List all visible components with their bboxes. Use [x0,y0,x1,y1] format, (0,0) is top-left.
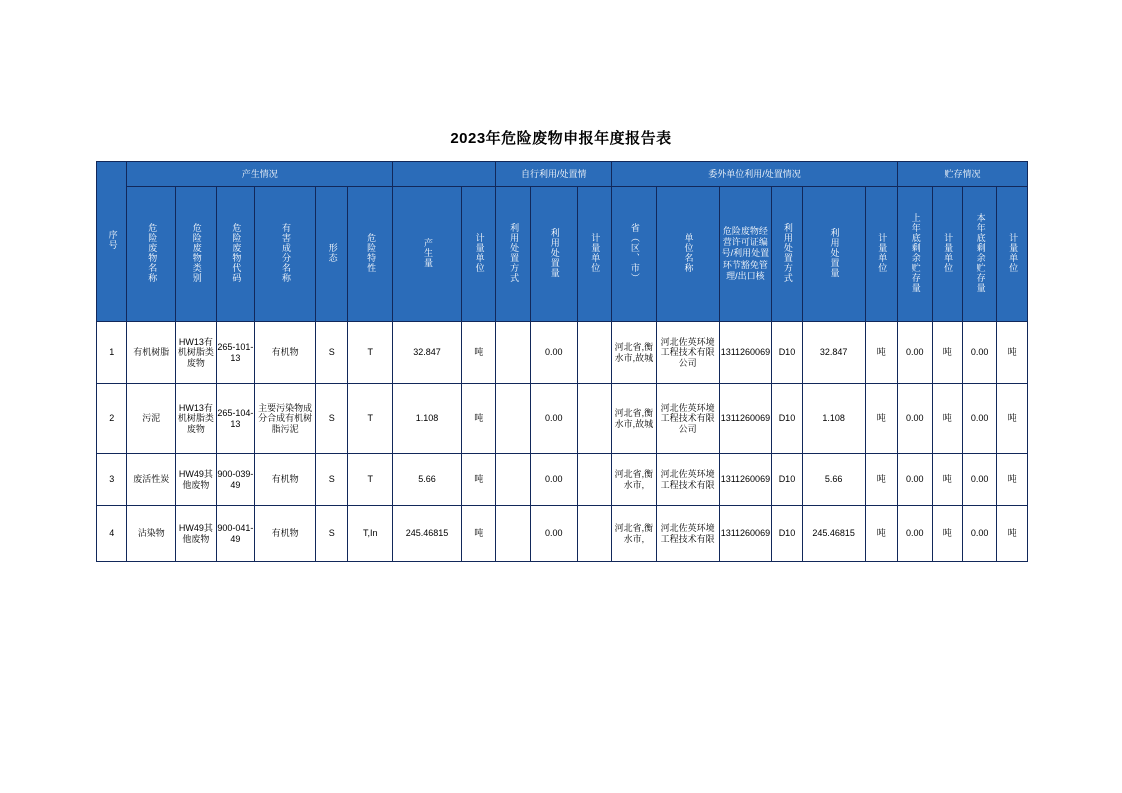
cell-unit-5: 吨 [997,322,1028,384]
cell-external-method: D10 [772,322,802,384]
col-header-waste-name: 危险废物名称 [127,187,176,322]
cell-waste-category: HW13有机树脂类废物 [176,322,217,384]
cell-company: 河北佐英环境工程技术有限公司 [656,384,719,454]
cell-generation-amount: 5.66 [393,454,462,506]
cell-waste-category: HW49其他废物 [176,454,217,506]
cell-generation-amount: 1.108 [393,384,462,454]
report-table-container [96,161,1028,562]
cell-unit-5: 吨 [997,454,1028,506]
cell-unit-1: 吨 [461,384,495,454]
cell-permit-no: 1311260069 [719,506,772,562]
cell-province: 河北省,衡水市, [612,454,657,506]
cell-seq: 4 [97,506,127,562]
col-header-unit-3: 计量单位 [865,187,898,322]
table-header [97,162,1028,322]
page-title: 2023年危险废物申报年度报告表 [450,130,672,147]
cell-form: S [315,454,347,506]
col-header-unit-5: 计量单位 [997,187,1028,322]
group-header-external-disposal: 委外单位利用/处置情况 [612,162,898,187]
cell-unit-2 [577,322,612,384]
col-header-waste-code: 危险废物代码 [216,187,255,322]
cell-seq: 2 [97,384,127,454]
table-group-header-row [97,162,1028,187]
cell-unit-4: 吨 [932,384,962,454]
col-header-form: 形态 [315,187,347,322]
cell-self-amount: 0.00 [530,384,577,454]
cell-unit-4: 吨 [932,454,962,506]
table-row [97,506,1028,562]
cell-waste-code: 900-041-49 [216,506,255,562]
cell-seq: 1 [97,322,127,384]
cell-waste-name: 沾染物 [127,506,176,562]
col-header-unit-1: 计量单位 [461,187,495,322]
cell-waste-code: 265-104-13 [216,384,255,454]
cell-unit-4: 吨 [932,506,962,562]
cell-unit-5: 吨 [997,384,1028,454]
cell-external-method: D10 [772,506,802,562]
cell-unit-2 [577,454,612,506]
group-header-storage: 贮存情况 [898,162,1028,187]
cell-company: 河北佐英环境工程技术有限公司 [656,322,719,384]
cell-harmful-component: 有机物 [255,506,316,562]
cell-province: 河北省,衡水市, [612,506,657,562]
cell-hazard-property: T [348,384,393,454]
cell-unit-1: 吨 [461,322,495,384]
cell-last-year-storage: 0.00 [898,384,932,454]
table-row [97,384,1028,454]
table-body [97,322,1028,562]
cell-self-amount: 0.00 [530,322,577,384]
group-header-generation-amount-spacer [393,162,496,187]
cell-unit-5: 吨 [997,506,1028,562]
col-header-external-method: 利用处置方式 [772,187,802,322]
col-header-external-amount: 利用处置量 [802,187,865,322]
cell-this-year-storage: 0.00 [962,322,996,384]
cell-external-method: D10 [772,384,802,454]
col-header-last-year-storage: 上年底剩余贮存量 [898,187,932,322]
cell-permit-no: 1311260069 [719,454,772,506]
cell-waste-code: 900-039-49 [216,454,255,506]
cell-this-year-storage: 0.00 [962,506,996,562]
cell-province: 河北省,衡水市,故城 [612,322,657,384]
group-header-self-disposal: 自行利用/处置情 [496,162,612,187]
cell-unit-3: 吨 [865,322,898,384]
cell-self-method [496,384,530,454]
cell-waste-name: 废活性炭 [127,454,176,506]
col-header-this-year-storage: 本年底剩余贮存量 [962,187,996,322]
table-row [97,454,1028,506]
table-column-header-row [97,187,1028,322]
col-header-waste-category: 危险废物类别 [176,187,217,322]
cell-generation-amount: 32.847 [393,322,462,384]
cell-this-year-storage: 0.00 [962,384,996,454]
cell-harmful-component: 有机物 [255,322,316,384]
col-header-unit-4: 计量单位 [932,187,962,322]
cell-unit-3: 吨 [865,384,898,454]
hazardous-waste-report-table [96,161,1028,562]
cell-self-method [496,322,530,384]
cell-province: 河北省,衡水市,故城 [612,384,657,454]
col-header-company: 单位名称 [656,187,719,322]
cell-generation-amount: 245.46815 [393,506,462,562]
cell-hazard-property: T [348,454,393,506]
cell-seq: 3 [97,454,127,506]
cell-external-amount: 32.847 [802,322,865,384]
table-row [97,322,1028,384]
cell-hazard-property: T [348,322,393,384]
col-header-unit-2: 计量单位 [577,187,612,322]
col-header-self-method: 利用处置方式 [496,187,530,322]
cell-unit-1: 吨 [461,506,495,562]
cell-unit-3: 吨 [865,454,898,506]
cell-last-year-storage: 0.00 [898,322,932,384]
cell-external-amount: 1.108 [802,384,865,454]
cell-waste-category: HW13有机树脂类废物 [176,384,217,454]
cell-self-amount: 0.00 [530,454,577,506]
col-header-seq: 序号 [97,162,127,322]
cell-harmful-component: 有机物 [255,454,316,506]
cell-this-year-storage: 0.00 [962,454,996,506]
cell-self-amount: 0.00 [530,506,577,562]
cell-external-amount: 5.66 [802,454,865,506]
cell-waste-name: 有机树脂 [127,322,176,384]
cell-self-method [496,454,530,506]
col-header-province: 省（区、市） [612,187,657,322]
cell-unit-1: 吨 [461,454,495,506]
cell-hazard-property: T,In [348,506,393,562]
cell-waste-name: 污泥 [127,384,176,454]
cell-unit-2 [577,506,612,562]
col-header-hazard-property: 危险特性 [348,187,393,322]
group-header-generation: 产生情况 [127,162,393,187]
cell-company: 河北佐英环境工程技术有限 [656,506,719,562]
cell-unit-3: 吨 [865,506,898,562]
cell-self-method [496,506,530,562]
cell-unit-2 [577,384,612,454]
cell-form: S [315,322,347,384]
cell-unit-4: 吨 [932,322,962,384]
cell-permit-no: 1311260069 [719,384,772,454]
cell-harmful-component: 主要污染物成分合成有机树脂污泥 [255,384,316,454]
cell-last-year-storage: 0.00 [898,506,932,562]
cell-last-year-storage: 0.00 [898,454,932,506]
cell-form: S [315,506,347,562]
cell-form: S [315,384,347,454]
cell-company: 河北佐英环境工程技术有限 [656,454,719,506]
col-header-harmful-component: 有害成分名称 [255,187,316,322]
col-header-generation-amount: 产生量 [393,187,462,322]
cell-external-method: D10 [772,454,802,506]
col-header-self-amount: 利用处置量 [530,187,577,322]
cell-external-amount: 245.46815 [802,506,865,562]
col-header-permit-no: 危险废物经营许可证编号/利用处置环节豁免管理/出口核 [719,187,772,322]
cell-permit-no: 1311260069 [719,322,772,384]
cell-waste-code: 265-101-13 [216,322,255,384]
cell-waste-category: HW49其他废物 [176,506,217,562]
